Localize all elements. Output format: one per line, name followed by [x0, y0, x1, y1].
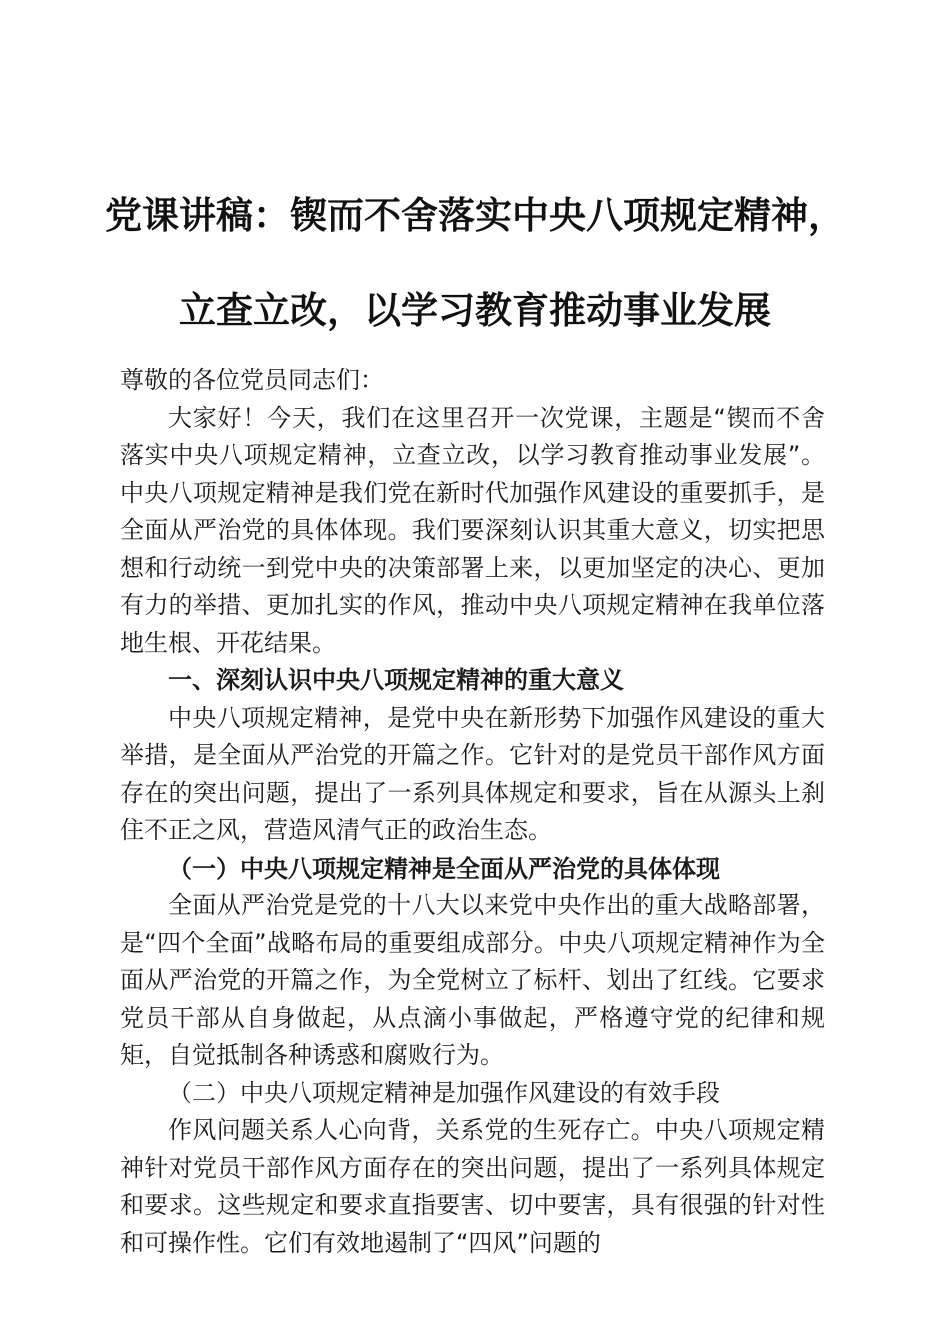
- intro-paragraph: 大家好！今天，我们在这里召开一次党课，主题是“锲而不舍落实中央八项规定精神，立查立改，以学习教育推动事业发展”。中央八项规定精神是我们党在新时代加强作风建设的重要抓手，是全面从严治党的具体体现。我们要深刻认识其重大意义，切实把思想和行动统一到党中央的决策部署上来，以更加坚定的决心、更加有力的举措、更加扎实的作风，推动中央八项规定精神在我单位落地生根、开花结果。: [120, 403, 825, 657]
- title-line-2: 立查立改，以学习教育推动事业发展: [179, 288, 771, 332]
- document-title: [100, 168, 850, 358]
- section-1-heading: 一、深刻认识中央八项规定精神的重大意义: [168, 666, 624, 694]
- salutation: 尊敬的各位党员同志们：: [120, 366, 384, 394]
- subsection-2-paragraph: 作风问题关系人心向背，关系党的生死存亡。中央八项规定精神针对党员干部作风方面存在的突出问题，提出了一系列具体规定和要求。这些规定和要求直指要害、切中要害，具有很强的针对性和可操作性。它们有效地遏制了“四风”问题的: [120, 1116, 825, 1257]
- subsection-1-heading: （一）中央八项规定精神是全面从严治党的具体体现: [168, 853, 720, 883]
- section-1-paragraph: 中央八项规定精神，是党中央在新形势下加强作风建设的重大举措，是全面从严治党的开篇之作。它针对的是党员干部作风方面存在的突出问题，提出了一系列具体规定和要求，旨在从源头上刹住不正之风，营造风清气正的政治生态。: [120, 703, 825, 844]
- subsection-1-paragraph: 全面从严治党是党的十八大以来党中央作出的重大战略部署，是“四个全面”战略布局的重要组成部分。中央八项规定精神作为全面从严治党的开篇之作，为全党树立了标杆、划出了红线。它要求党员干部从自身做起，从点滴小事做起，严格遵守党的纪律和规矩，自觉抵制各种诱惑和腐败行为。: [120, 891, 825, 1069]
- title-line-1: 党课讲稿：锲而不舍落实中央八项规定精神，: [105, 193, 845, 237]
- subsection-2-heading: （二）中央八项规定精神是加强作风建设的有效手段: [168, 1078, 720, 1107]
- document-body: [120, 362, 825, 1262]
